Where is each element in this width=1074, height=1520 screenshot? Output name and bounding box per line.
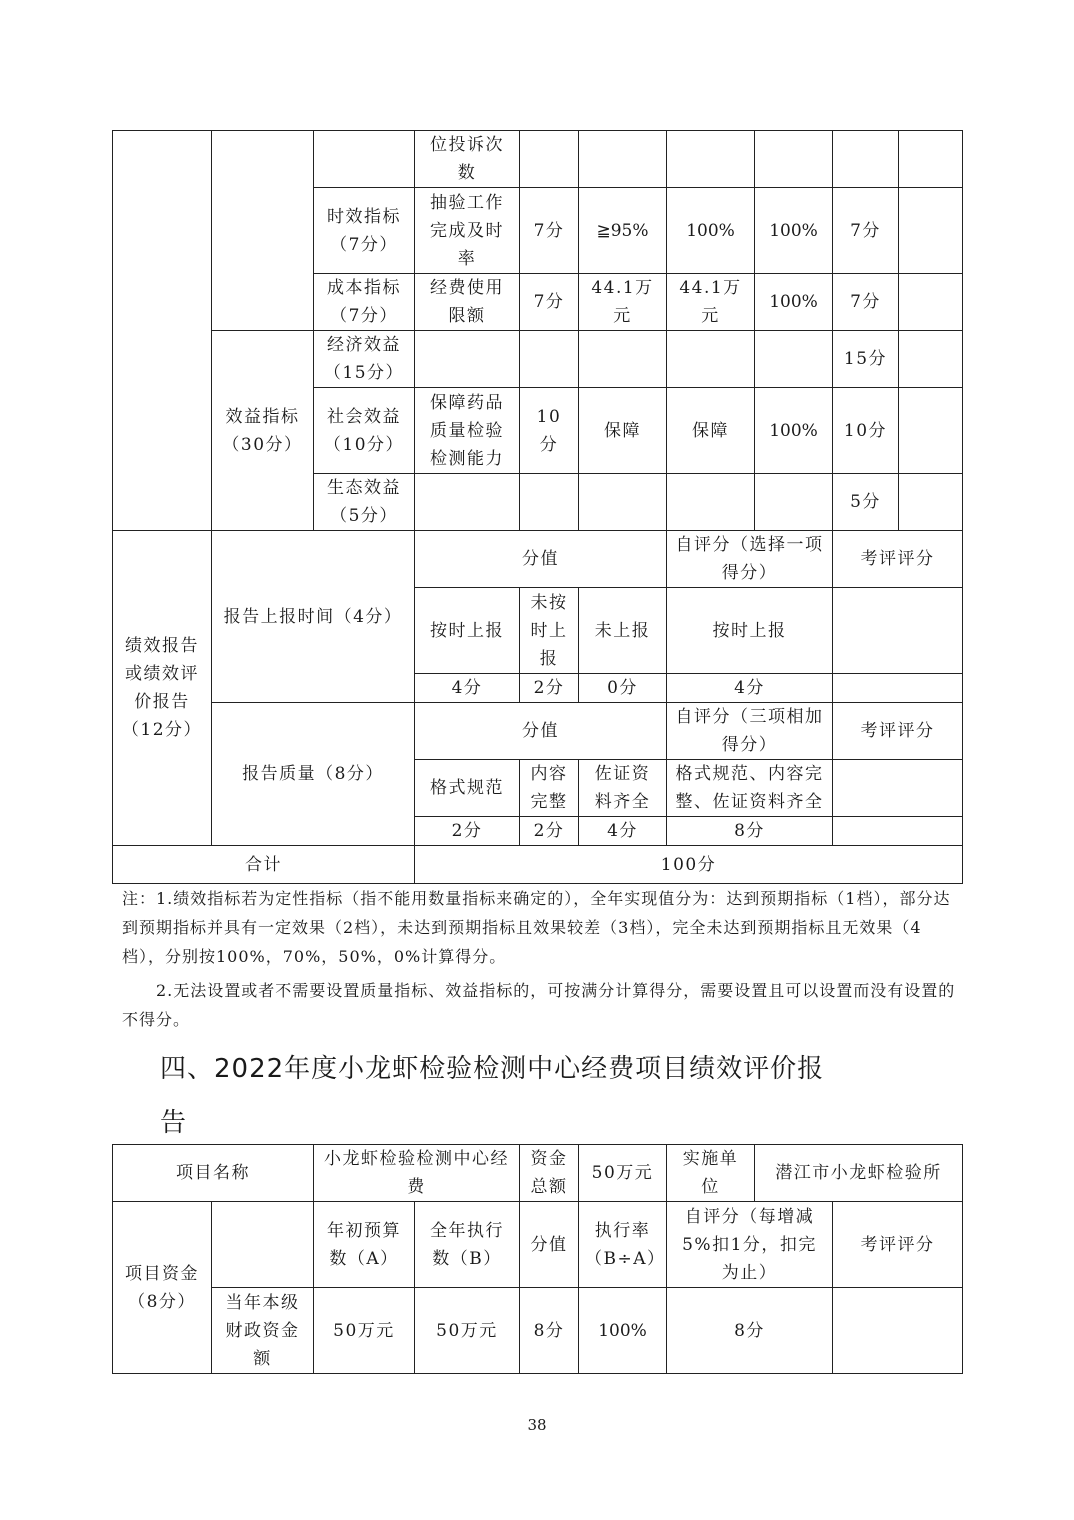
report-time-label: 报告上报时间（4分） <box>212 531 415 703</box>
fund-total-value: 50万元 <box>579 1145 667 1202</box>
indicator-cell: 抽验工作 完成及时 率 <box>415 188 520 274</box>
points-cell: 4分 <box>415 674 520 703</box>
sub-indicator-cell: 社会效益 （10分） <box>314 388 415 474</box>
self-score-cell: 格式规范、内容完 整、佐证资料齐全 <box>667 760 833 817</box>
indicator-cell: 经费使用 限额 <box>415 274 520 331</box>
rate-cell: 100% <box>755 274 833 331</box>
sub-indicator-cell: 成本指标 （7分） <box>314 274 415 331</box>
report-quality-label: 报告质量（8分） <box>212 703 415 846</box>
sub-indicator-cell: 经济效益 （15分） <box>314 331 415 388</box>
score-header: 分值 <box>415 531 667 588</box>
rate-cell: 100% <box>755 388 833 474</box>
execution-value: 50万元 <box>415 1288 520 1374</box>
score-cell: 7分 <box>520 274 579 331</box>
note-2: 2.无法设置或者不需要设置质量指标、效益指标的，可按满分计算得分，需要设置且可以设置而没有设置的不得分。 <box>122 981 956 1029</box>
total-label: 合计 <box>113 846 415 884</box>
sub-indicator-cell: 生态效益 （5分） <box>314 474 415 531</box>
option-cell: 内容 完整 <box>520 760 579 817</box>
sub-indicator-cell: 时效指标 （7分） <box>314 188 415 274</box>
benefit-indicator-label: 效益指标 （30分） <box>212 331 314 531</box>
review-score-header: 考评评分 <box>833 531 963 588</box>
score-header: 分值 <box>415 703 667 760</box>
project-name-value: 小龙虾检验检测中心经 费 <box>314 1145 520 1202</box>
got-score-cell: 7分 <box>833 274 899 331</box>
self-points-cell: 8分 <box>667 817 833 846</box>
score-cell: 7分 <box>520 188 579 274</box>
fund-row-label: 当年本级 财政资金 额 <box>212 1288 314 1374</box>
indicator-cell: 位投诉次 数 <box>415 131 520 188</box>
note-1: 注：1.绩效指标若为定性指标（指不能用数量指标来确定的），全年实现值分为：达到预期指标（1档），部分达到预期指标并具有一定效果（2档），未达到预期指标且效果较差（3档），完全未达到预期指标且无效果（4档），分别按100%，70%，50%，0%计算得分。 <box>122 889 951 966</box>
option-cell: 按时上报 <box>415 588 520 674</box>
score-cell: 10 分 <box>520 388 579 474</box>
points-cell: 0分 <box>579 674 667 703</box>
self-score-header: 自评分（选择一项 得分） <box>667 531 833 588</box>
option-cell: 未上报 <box>579 588 667 674</box>
budget-header: 年初预算 数（A） <box>314 1202 415 1288</box>
actual-cell: 100% <box>667 188 755 274</box>
score-header: 分值 <box>520 1202 579 1288</box>
section-title: 四、2022年度小龙虾检验检测中心经费项目绩效评价报 告 <box>160 1054 825 1138</box>
points-cell: 4分 <box>579 817 667 846</box>
fund-total-label: 资金 总额 <box>520 1145 579 1202</box>
got-score-cell: 7分 <box>833 188 899 274</box>
target-cell: ≧95% <box>579 188 667 274</box>
self-score-header: 自评分（三项相加 得分） <box>667 703 833 760</box>
actual-cell: 保障 <box>667 388 755 474</box>
project-funds-label: 项目资金 （8分） <box>113 1202 212 1374</box>
option-cell: 格式规范 <box>415 760 520 817</box>
project-name-label: 项目名称 <box>113 1145 314 1202</box>
target-cell: 44.1万 元 <box>579 274 667 331</box>
target-cell: 保障 <box>579 388 667 474</box>
got-score-cell: 15分 <box>833 331 899 388</box>
points-cell: 2分 <box>415 817 520 846</box>
self-score-value: 8分 <box>667 1288 833 1374</box>
got-score-cell: 5分 <box>833 474 899 531</box>
unit-label: 实施单 位 <box>667 1145 755 1202</box>
project-funds-table <box>112 1144 963 1374</box>
execution-header: 全年执行 数（B） <box>415 1202 520 1288</box>
budget-value: 50万元 <box>314 1288 415 1374</box>
got-score-cell: 10分 <box>833 388 899 474</box>
rate-header: 执行率 （B÷A） <box>579 1202 667 1288</box>
option-cell: 佐证资 料齐全 <box>579 760 667 817</box>
unit-value: 潜江市小龙虾检验所 <box>755 1145 963 1202</box>
review-score-header: 考评评分 <box>833 1202 963 1288</box>
score-value: 8分 <box>520 1288 579 1374</box>
indicator-cell: 保障药品 质量检验 检测能力 <box>415 388 520 474</box>
points-cell: 2分 <box>520 674 579 703</box>
review-score-header: 考评评分 <box>833 703 963 760</box>
points-cell: 2分 <box>520 817 579 846</box>
option-cell: 未按 时上 报 <box>520 588 579 674</box>
rate-cell: 100% <box>755 188 833 274</box>
total-value: 100分 <box>415 846 963 884</box>
report-section-label: 绩效报告 或绩效评 价报告 （12分） <box>113 531 212 846</box>
self-points-cell: 4分 <box>667 674 833 703</box>
self-score-cell: 按时上报 <box>667 588 833 674</box>
actual-cell: 44.1万 元 <box>667 274 755 331</box>
page-number: 38 <box>527 1416 547 1434</box>
self-score-header: 自评分（每增减 5%扣1分，扣完 为止） <box>667 1202 833 1288</box>
performance-indicator-table <box>112 130 963 884</box>
rate-value: 100% <box>579 1288 667 1374</box>
